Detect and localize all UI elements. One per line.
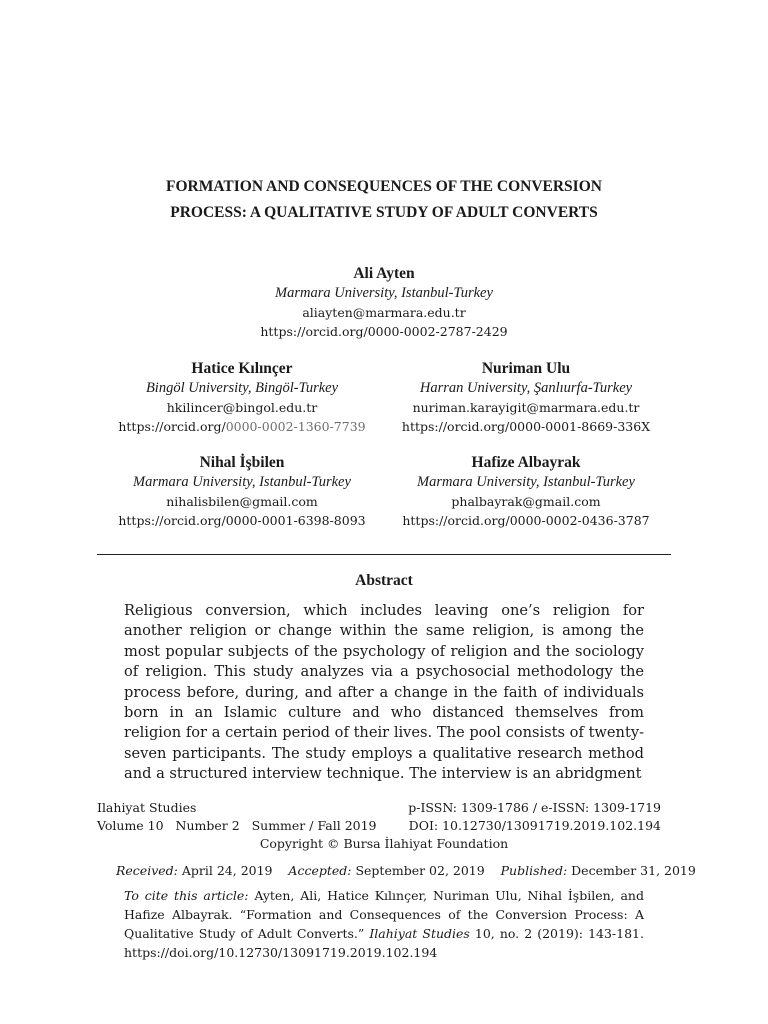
published-label: Published: [500,863,568,878]
volume-info [97,817,377,835]
journal-name: Ilahiyat Studies [97,800,197,815]
author-orcid[interactable]: https://orcid.org/0000-0002-2787-2429 [260,324,508,339]
volume: Volume 10 [97,818,164,833]
author-block-ulu [381,359,671,436]
author-orcid[interactable]: https://orcid.org/0000-0002-0436-3787 [402,513,650,528]
abstract-text: Religious conversion, which includes leaving one’s religion for another religion or change within the same religion, is among the most popular subjects of the psychology of religion and the sociology of religion. This study analyzes via a psychosocial methodology the process before, during, and after a change in the faith of individuals born in an Islamic culture and who distanced themselves from religion for a certain period of their lives. The pool consists of twenty-seven participants. The study employs a qualitative research method and a structured interview technique. The interview is an abridgment [124,602,644,783]
title-line-1: FORMATION AND CONSEQUENCES OF THE CONVERSION [166,178,602,195]
author-affiliation: Harran University, Şanlıurfa-Turkey [419,380,633,396]
author-block-lead [134,264,634,341]
season: Summer / Fall 2019 [251,818,377,833]
author-block-kilincer [97,359,387,436]
author-email[interactable]: hkilincer@bingol.edu.tr [166,400,318,415]
doi-info[interactable]: DOI: 10.12730/13091719.2019.102.194 [408,818,661,833]
author-name: Nihal İşbilen [199,454,285,471]
author-orcid[interactable]: https://orcid.org/0000-0001-8669-336X [401,419,651,434]
copyright: Copyright © Bursa İlahiyat Foundation [259,836,509,851]
author-name: Nuriman Ulu [481,360,571,377]
citation-text-1: Ayten, Ali, Hatice Kılınçer, Nuriman Ulu, Nihal İşbilen, and Hafize Albayrak. “Formation and Consequences of the Conversion Process: A Qualitative Study of Adult Converts.” [124,888,644,941]
number: Number 2 [175,818,240,833]
section-divider [97,554,671,555]
author-affiliation: Marmara University, Istanbul-Turkey [275,285,493,301]
accepted-date: September 02, 2019 [355,863,485,878]
author-block-albayrak [381,453,671,530]
received-label: Received: [116,863,178,878]
orcid-id: 0000-0002-1360-7739 [225,419,366,434]
accepted-label: Accepted: [288,863,352,878]
orcid-prefix: https://orcid.org/ [118,419,226,434]
author-email[interactable]: nuriman.karayigit@marmara.edu.tr [412,400,640,415]
author-orcid[interactable] [97,417,387,436]
citation-label: To cite this article: [124,888,249,903]
author-email[interactable]: aliayten@marmara.edu.tr [302,305,466,320]
paper-title [80,174,688,226]
citation-text-2[interactable]: 10, no. 2 (2019): 143-181. https://doi.org/10.12730/13091719.2019.102.194 [124,926,644,960]
author-affiliation: Marmara University, Istanbul-Turkey [417,474,635,490]
issn-info: p-ISSN: 1309-1786 / e-ISSN: 1309-1719 [408,800,661,815]
citation-block [124,886,644,962]
author-name: Hatice Kılınçer [191,360,293,377]
author-name: Ali Ayten [353,265,415,282]
author-affiliation: Marmara University, Istanbul-Turkey [133,474,351,490]
citation-journal: Ilahiyat Studies [369,926,470,941]
author-affiliation: Bingöl University, Bingöl-Turkey [145,380,339,396]
author-email[interactable]: nihalisbilen@gmail.com [166,494,318,509]
author-orcid[interactable]: https://orcid.org/0000-0001-6398-8093 [118,513,366,528]
dates-line [116,862,696,880]
author-name: Hafize Albayrak [471,454,581,471]
title-line-2: PROCESS: A QUALITATIVE STUDY OF ADULT CONVERTS [170,204,598,221]
author-block-isbilen [97,453,387,530]
author-email[interactable]: phalbayrak@gmail.com [451,494,601,509]
published-date: December 31, 2019 [571,863,696,878]
abstract-heading: Abstract [355,572,413,589]
received-date: April 24, 2019 [181,863,273,878]
